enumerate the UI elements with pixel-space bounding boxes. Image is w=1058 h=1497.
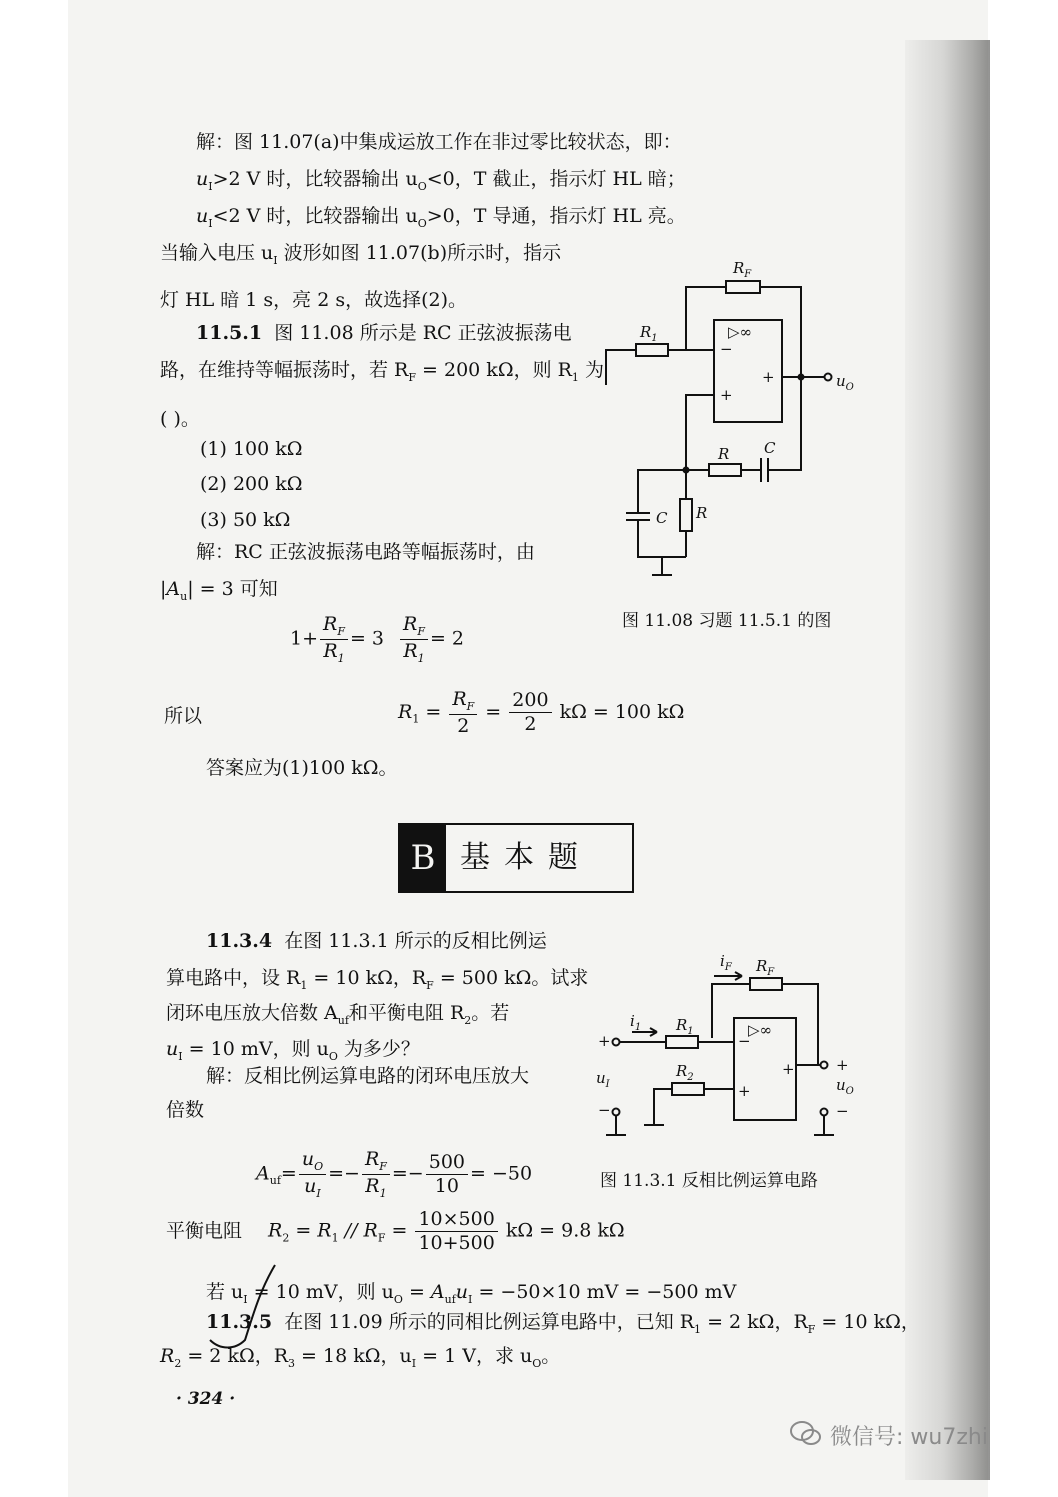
opamp-minus-2: − xyxy=(738,1032,751,1050)
label-c-series: C xyxy=(764,439,776,457)
label-uo: $u_O$ xyxy=(836,372,854,393)
pen-stroke xyxy=(210,1265,275,1348)
label-r2: $R_2$ xyxy=(676,1062,694,1083)
noninv-wire xyxy=(686,395,714,470)
section-banner xyxy=(398,823,634,893)
opamp-plus: + xyxy=(720,386,733,404)
solution-line-3: $u_I<2$ V 时，比较器输出 $u_O>0$，T 导通，指示灯 HL 亮。 xyxy=(196,205,686,230)
label-r-parallel: R xyxy=(696,504,708,522)
wechat-icon xyxy=(790,1420,822,1448)
balance-resistor-label: 平衡电阻 xyxy=(166,1220,243,1242)
feedback-wire-left-2 xyxy=(712,984,750,1038)
resistor-r1-2 xyxy=(666,1036,698,1048)
section-title: 基本题 xyxy=(460,840,592,875)
equation-5: $R_2 = R_1 // R_F$ = $\frac{10\times 500}{10+500}$ kΩ = 9.8 kΩ xyxy=(268,1208,625,1254)
label-r1: $R_1$ xyxy=(640,323,658,344)
opamp-symbol-2: ▷∞ xyxy=(748,1021,773,1039)
option-1: (1) 100 kΩ xyxy=(200,438,303,460)
question-11-3-4-line-4: $u_I = 10$ mV，则 $u_O$ 为多少？ xyxy=(166,1038,420,1063)
option-2: (2) 200 kΩ xyxy=(200,473,303,495)
solution-line-5: 灯 HL 暗 1 s，亮 2 s，故选择(2)。 xyxy=(160,289,468,311)
input-minus: − xyxy=(598,1101,611,1119)
question-11-3-4-line-3: 闭环电压放大倍数 $A_{uf}$和平衡电阻 $R_2$。若 xyxy=(166,1002,510,1027)
solution-11-5-1-line-1: 解：RC 正弦波振荡电路等幅振荡时，由 xyxy=(196,541,535,563)
page-number: · 324 · xyxy=(176,1389,236,1409)
question-11-5-1-blank: ( )。 xyxy=(160,408,200,430)
solution-11-5-1-line-2: $|A_u| = 3$ 可知 xyxy=(160,578,278,603)
output-minus-terminal xyxy=(821,1109,828,1116)
equation-3: $R_1$ = $\frac{R_F}{2}$ = $\frac{200}{2}$ kΩ = 100 kΩ xyxy=(398,688,685,737)
question-11-5-1-line-2: 路，在维持等幅振荡时，若 $R_F = 200$ kΩ，则 $R_1$ 为 xyxy=(160,359,604,384)
solution-line-1: 解：图 11.07(a)中集成运放工作在非过零比较状态，即： xyxy=(196,131,682,153)
opamp-plus-2: + xyxy=(738,1082,751,1100)
question-11-3-4: 11.3.4 在图 11.3.1 所示的反相比例运 xyxy=(206,930,547,952)
answer-11-5-1: 答案应为(1)100 kΩ。 xyxy=(206,757,398,779)
input-terminal xyxy=(613,1039,620,1046)
opamp-symbol: ▷∞ xyxy=(728,323,753,341)
label-i1: $i_1$ xyxy=(630,1012,642,1033)
label-c-parallel: C xyxy=(656,509,668,527)
therefore-label: 所以 xyxy=(164,705,203,727)
label-uo-2: $u_O$ xyxy=(836,1076,854,1097)
figure-11-3-1-caption: 图 11.3.1 反相比例运算电路 xyxy=(600,1171,818,1191)
feedback-wire-right-2 xyxy=(782,984,818,1065)
label-r1-2: $R_1$ xyxy=(676,1016,694,1037)
label-if: $i_F$ xyxy=(720,952,732,973)
label-rf2: $R_F$ xyxy=(756,957,775,978)
resistor-r1 xyxy=(636,344,668,356)
equation-1: 1+ $\frac{R_F}{R_1}$ = 3 xyxy=(290,613,385,665)
resistor-r-series xyxy=(709,464,741,476)
input-plus: + xyxy=(598,1032,611,1050)
question-11-5-1: 11.5.1 图 11.08 所示是 RC 正弦波振荡电 xyxy=(196,322,572,344)
opamp-minus: − xyxy=(720,340,733,358)
resistor-r2 xyxy=(672,1083,704,1095)
solution-line-2: $u_I>2$ V 时，比较器输出 $u_O<0$，T 截止，指示灯 HL 暗； xyxy=(196,168,686,193)
label-r-series: R xyxy=(718,445,730,463)
resistor-rf-2 xyxy=(750,978,782,990)
equation-2: $\frac{R_F}{R_1}$ = 2 xyxy=(398,615,464,664)
label-rf: $R_F$ xyxy=(733,259,752,280)
figure-11-08-circuit xyxy=(596,255,886,585)
opamp-out-plus-2: + xyxy=(782,1060,795,1078)
resistor-rf xyxy=(726,281,760,293)
section-letter: B xyxy=(400,825,446,891)
opamp-out-plus: + xyxy=(762,368,775,386)
output-terminal xyxy=(825,374,832,381)
output-terminal-2 xyxy=(821,1062,828,1069)
input-minus-terminal xyxy=(613,1109,620,1116)
handwritten-mark xyxy=(205,1260,285,1360)
page-binding-shadow xyxy=(905,40,990,1480)
option-3: (3) 50 kΩ xyxy=(200,509,291,531)
result-line: 若 $u_I = 10$ mV，则 $u_O = A_{uf}u_I = -50\times 10$ mV = −500 mV xyxy=(206,1281,737,1306)
solution-line-4: 当输入电压 $u_I$ 波形如图 11.07(b)所示时，指示 xyxy=(160,242,562,267)
parallel-wire-left xyxy=(638,470,686,513)
watermark-text: 微信号: wu7zhi xyxy=(830,1425,988,1450)
output-minus: − xyxy=(836,1102,849,1120)
figure-11-08-caption: 图 11.08 习题 11.5.1 的图 xyxy=(622,611,832,631)
figure-11-3-1-circuit xyxy=(592,950,862,1150)
equation-4: $A_{uf}=$ $\frac{u_O}{u_I}$ =− $\frac{R_F}{R_1}$ =− $\frac{500}{10}$ = −50 xyxy=(256,1148,533,1200)
label-ui: $u_I$ xyxy=(596,1069,610,1090)
r2-ground-wire xyxy=(654,1089,672,1125)
question-11-3-5-line-2: $R_2 = 2$ kΩ，$R_3 = 18$ kΩ，$u_I = 1$ V，求 $u_O$。 xyxy=(160,1345,561,1370)
resistor-r-parallel xyxy=(680,499,692,531)
output-plus: + xyxy=(836,1056,849,1074)
question-11-3-5: 11.3.5 在图 11.09 所示的同相比例运算电路中，已知 $R_1 = 2$ kΩ，$R_F = 10$ kΩ， xyxy=(206,1311,920,1336)
feedback-wire-right xyxy=(760,287,801,377)
solution-11-3-4-line-1: 解：反相比例运算电路的闭环电压放大 xyxy=(206,1065,530,1087)
solution-11-3-4-line-2: 倍数 xyxy=(166,1099,205,1121)
question-11-3-4-line-2: 算电路中，设 $R_1 = 10$ kΩ，$R_F = 500$ kΩ。试求 xyxy=(166,967,589,992)
r1-ground-wire xyxy=(606,350,636,385)
